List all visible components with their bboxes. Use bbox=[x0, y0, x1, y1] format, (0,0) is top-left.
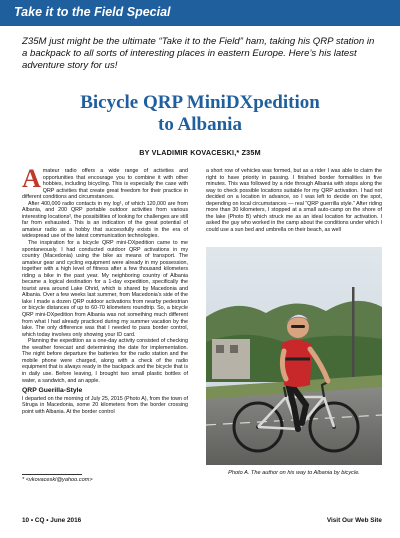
photo-caption: Photo A. The author on his way to Albania by bicycle. bbox=[228, 470, 360, 476]
banner-label: Take it to the Field Special bbox=[14, 5, 171, 19]
photo-a bbox=[206, 247, 382, 465]
footnote: * <vkovaceski@yahoo.com> bbox=[22, 477, 93, 483]
left-column bbox=[22, 164, 188, 415]
intro-deck: Z35M just might be the ultimate “Take it to the Field” ham, taking his QRP station in a backpack to all sorts of interesting places in eastern Europe. Here’s his latest adventure story for us! bbox=[22, 36, 375, 71]
paragraph: I departed on the morning of July 25, 2015 (Photo A), from the town of Struga in Macedonia, some 20 kilometers from the border crossing point with Albania. At the border control bbox=[22, 395, 188, 415]
byline: BY VLADIMIR KOVACESKI,* Z35M bbox=[139, 148, 261, 157]
paragraph: After 400,000 radio contacts in my log¹, of which 120,000 are from Albania, and 200 QRP portable outdoor activities from various interesting locations², the possibilities of looking for challenges are still far from exhausted. This is an indication of the great potential of amateur radio as a hobby that successfully exists in the era of widespread use of the latest communication technologies. bbox=[22, 200, 188, 240]
paragraph: The inspiration for a bicycle QRP mini-DXpedition came to me spontaneously. I had conducted outdoor QRP activations in my country (Macedonia) using the bike as means of transport. The amateur gear and cycling equipment were already in my possession, together with a high level of fitness after a few thousand kilometers riding a bike in the past year. My neighboring country of Albania became a logical destination for a 1-day expedition, specifically the tourist area around Lake Ohrid, which is shared by Macedonia and Albania. Over a few weeks last summer, from Macedonia’s side of the lake I made a dozen QRP outdoor activations from nearby pedestrian or bicycle distances of up to 60-70 kilometers roundtrip. So, a bicycle QRP mini-DXpedition from Albania was not something much different from what I had already practiced during my summer vacation by the lake. The only difference was that I needed to pass border control, which today involves only showing your ID card. bbox=[22, 240, 188, 338]
article-title bbox=[0, 92, 400, 136]
title-line-2: to Albania bbox=[158, 114, 242, 135]
paragraph: a short row of vehicles was formed, but as a rider I was able to claim the right to have priority in passing. I finished border formalities in five minutes. This was followed by a ride through Albania with stops along the way to check possible locations suitable for my QRP activation. I had not decided on a location in advance, so I was left to decide on the spot, depending on local circumstances — real “QRP guerrilla style.” After riding more than 30 kilometers, I stopped at a small auto-camp on the shore of the lake (Photo B) which struck me as an ideal location for activation. I asked the guy who worked in the camp about the conditions under which I could use a sun bed and umbrella on their beach, as well bbox=[206, 168, 382, 233]
subheading: QRP Guerilla-Style bbox=[22, 387, 83, 395]
drop-cap: A bbox=[22, 164, 41, 193]
page-footer-website: Visit Our Web Site bbox=[326, 517, 382, 524]
section-banner bbox=[0, 0, 400, 26]
paragraph: Planning the expedition as a one-day activity consisted of checking the weather forecast and determining the date for implementation. The night before departure the batteries for the radio station and the mobile phone were charged, along with a check of the radio equipment that is always ready in the backpack and the bicycle that is in daily use. Before leaving, I brought two small plastic bottles of water, a sandwich, and an apple. bbox=[22, 338, 188, 384]
paragraph-text: mateur radio offers a wide range of activities and opportunities that encourage you to combine it with other hobbies, including bicycling. This is especially the case with QRP activities that create great freedom for their practice in different conditions and circumstances. bbox=[22, 168, 188, 201]
title-line-1: Bicycle QRP MiniDXpedition bbox=[80, 92, 320, 113]
footnote-divider bbox=[22, 474, 82, 475]
right-column bbox=[206, 168, 382, 233]
page-footer-folio: 10 • CQ • June 2016 bbox=[22, 517, 82, 524]
paragraph bbox=[22, 164, 188, 201]
cyclist-photo-illustration bbox=[206, 247, 382, 465]
